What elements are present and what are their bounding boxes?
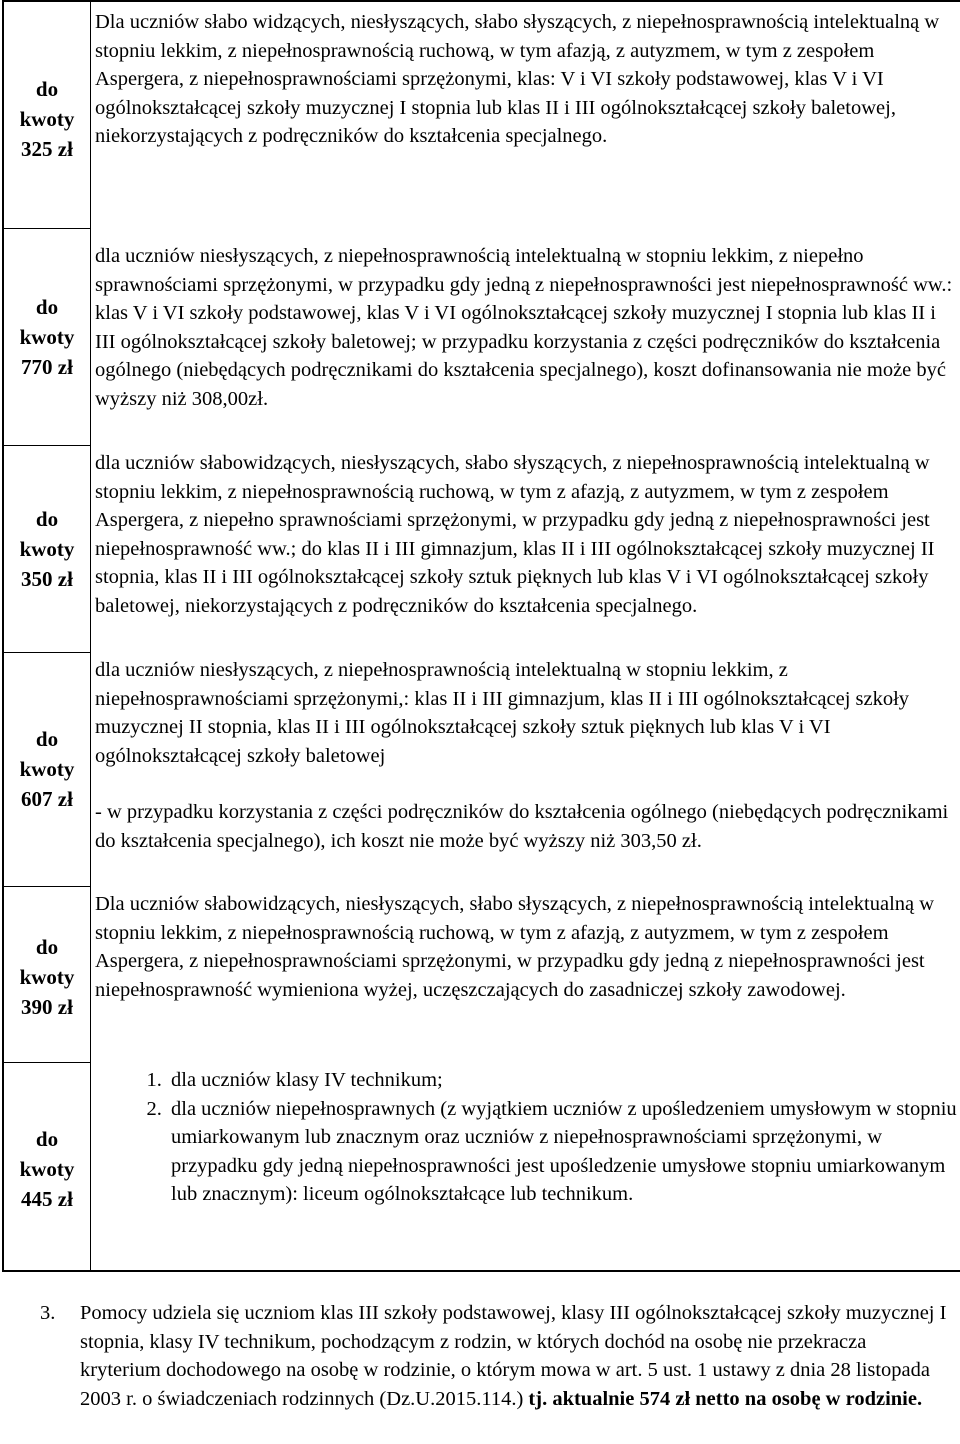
amount-word: kwoty <box>19 965 75 989</box>
paragraph-number: 3. <box>40 1302 56 1324</box>
amount-word: kwoty <box>19 1157 75 1181</box>
amount-value: 607 zł <box>21 787 73 811</box>
amount-prefix: do <box>35 727 59 751</box>
amount-word: kwoty <box>19 757 75 781</box>
row-description: dla uczniów słabowidzących, niesłyszących, słabo słyszących, z niepełnosprawnością intelektualną w stopniu lekkim, z niepełnosprawnością ruchową, w tym z afazją, z autyzmem, w tym z zespołem Aspergera, z niepełno sprawnościami sprzężonymi, w przypadku gdy jedną z niepełnosprawności jest niepełnosprawność ww.; do klas II i III gimnazjum, klas II i III ogólnokształcącej szkoły muzycznej II stopnia, klas II i III ogólnokształcącej szkoły sztuk pięknych lub klas V i VI ogólnokształcącej szkoły baletowej, niekorzystających z podręczników do kształcenia specjalnego. <box>95 452 935 617</box>
description-cell <box>95 449 957 621</box>
amount-cell <box>4 932 90 1022</box>
amount-prefix: do <box>35 295 59 319</box>
row-note: - w przypadku korzystania z części podręczników do kształcenia ogólnego (niebędących podręcznikami do kształcenia specjalnego), ich koszt nie może być wyższy niż 303,50 zł. <box>95 801 949 852</box>
description-cell <box>95 656 957 856</box>
amount-cell <box>4 724 90 814</box>
list-item: 2. dla uczniów niepełnosprawnych (z wyjątkiem uczniów z upośledzeniem umysłowym w stopniu umiarkowanym lub znacznym oraz uczniów z niepełnosprawnościami sprzężonymi, w przypadku gdy jedną niepełnosprawności jest upośledzenie umysłowe stopniu umiarkowanym lub znacznym): liceum ogólnokształcące lub technikum. <box>167 1095 957 1209</box>
amount-cell <box>4 1124 90 1214</box>
row-divider <box>4 1062 91 1063</box>
description-cell <box>95 242 957 414</box>
row-divider <box>4 228 91 229</box>
amount-value: 390 zł <box>21 995 73 1019</box>
row-divider <box>4 445 91 446</box>
amount-word: kwoty <box>19 537 75 561</box>
paragraph-body <box>80 1299 950 1413</box>
list-item: 1. dla uczniów klasy IV technikum; <box>167 1066 957 1095</box>
row-divider <box>4 886 91 887</box>
amount-cell <box>4 292 90 382</box>
amount-word: kwoty <box>19 325 75 349</box>
amounts-table <box>2 0 960 1272</box>
amount-prefix: do <box>35 77 59 101</box>
amount-value: 770 zł <box>21 355 73 379</box>
row-description: dla uczniów niesłyszących, z niepełnosprawnością intelektualną w stopniu lekkim, z niepełnosprawnościami sprzężonymi,: klas II i III gimnazjum, klas II i III ogólnokształcącej szkoły muzycznej II stopnia, klas II i III ogólnokształcącej szkoły sztuk pięknych lub klas V i VI ogólnokształcącej szkoły baletowej <box>95 659 910 767</box>
description-cell <box>95 1066 957 1209</box>
paragraph-text: Pomocy udziela się uczniom klas III szkoły podstawowej, klasy III ogólnokształcącej szkoły muzycznej I stopnia, klasy IV technikum, pochodzącym z rodzin, w których dochód na osobę nie przekracza kryterium dochodowego na osobę w rodzinie, o którym mowa w art. 5 ust. 1 ustawy z dnia 28 listopada 2003 r. o świadczeniach rodzinnych (Dz.U.2015.114.) <box>80 1302 947 1410</box>
column-divider <box>90 2 91 1270</box>
amount-word: kwoty <box>19 107 75 131</box>
amount-prefix: do <box>35 1127 59 1151</box>
row-description: Dla uczniów słabo widzących, niesłyszących, słabo słyszących, z niepełnosprawnością intelektualną w stopniu lekkim, z niepełnosprawnością ruchową, w tym afazją, z autyzmem, w tym z zespołem Aspergera, z niepełnosprawnościami sprzężonymi, klas: V i VI szkoły podstawowej, klas V i VI ogólnokształcącej szkoły muzycznej I stopnia lub klas II i III ogólnokształcącej szkoły baletowej, niekorzystających z podręczników do kształcenia specjalnego. <box>95 11 940 148</box>
amount-value: 325 zł <box>21 137 73 161</box>
amount-cell <box>4 504 90 594</box>
row-description: dla uczniów niesłyszących, z niepełnosprawnością intelektualną w stopniu lekkim, z niepełno sprawnościami sprzężonymi, w przypadku gdy jedną z niepełnosprawności jest niepełnosprawność ww.: klas V i VI szkoły podstawowej, klas V i VI ogólnokształcącej szkoły muzycznej I stopnia lub klas II i III ogólnokształcącej szkoły baletowej; w przypadku korzystania z części podręczników do kształcenia ogólnego (niebędących podręcznikami do kształcenia specjalnego), koszt dofinansowania nie może być wyższy niż 308,00zł. <box>95 245 953 410</box>
amount-cell <box>4 74 90 164</box>
amount-value: 445 zł <box>21 1187 73 1211</box>
amount-prefix: do <box>35 507 59 531</box>
amount-prefix: do <box>35 935 59 959</box>
amount-value: 350 zł <box>21 567 73 591</box>
row-divider <box>4 652 91 653</box>
row-description: Dla uczniów słabowidzących, niesłyszących, słabo słyszących, z niepełnosprawnością intelektualną w stopniu lekkim, z niepełnosprawnością ruchową, w tym z afazją, z autyzmem, w tym z zespołem Aspergera, z niepełnosprawnościami sprzężonymi, w przypadku gdy jedną z niepełnosprawności jest niepełnosprawność wymieniona wyżej, uczęszczających do zasadniczej szkoły zawodowej. <box>95 893 935 1001</box>
paragraph-bold-text: tj. aktualnie 574 zł netto na osobę w rodzinie. <box>528 1387 923 1410</box>
description-cell <box>95 8 957 151</box>
footer-paragraph <box>40 1299 950 1413</box>
school-type-list <box>95 1066 957 1209</box>
description-cell <box>95 890 957 1004</box>
